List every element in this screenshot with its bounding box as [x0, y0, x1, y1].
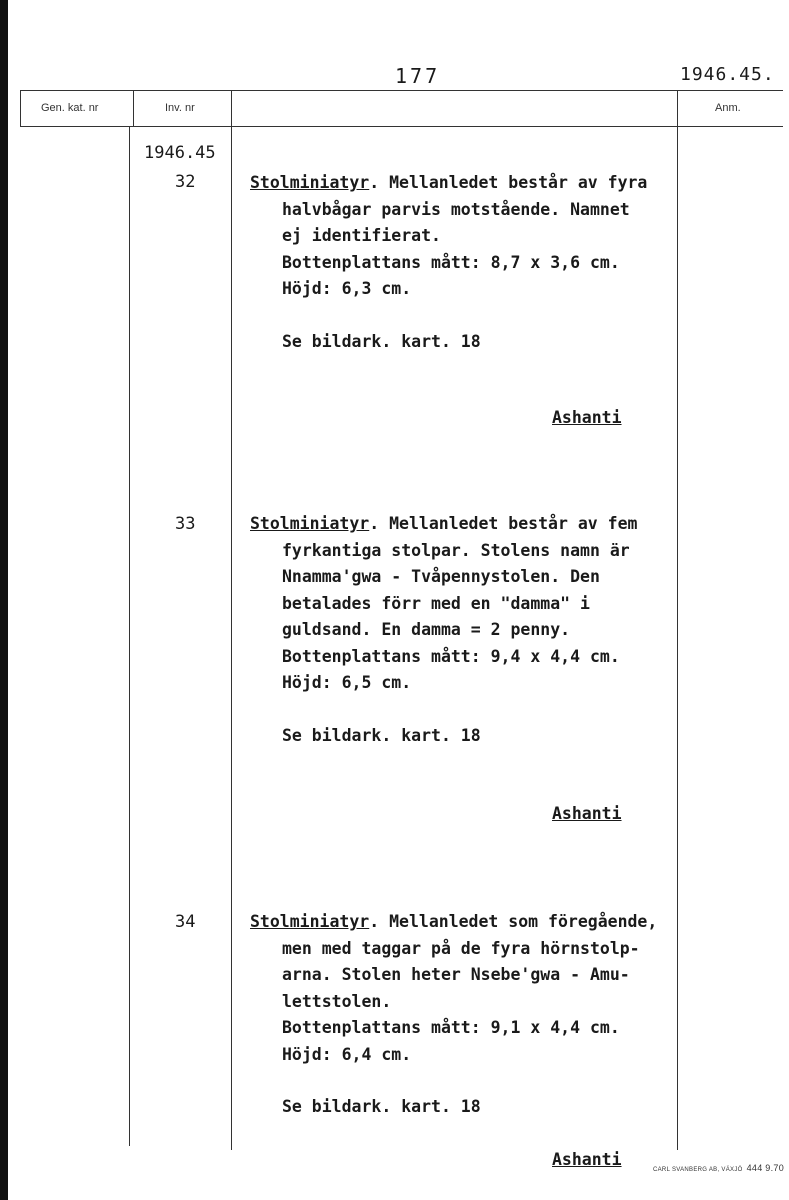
- entry-text-line: Höjd: 6,5 cm.: [282, 673, 412, 692]
- column-header-gen-kat-nr: Gen. kat. nr: [41, 102, 99, 114]
- entry-reference: Se bildark. kart. 18: [282, 331, 481, 351]
- year-header: 1946.45.: [680, 64, 775, 85]
- entry-text-line: ej identifierat.: [282, 226, 441, 245]
- entry-text-line: guldsand. En damma = 2 penny.: [282, 620, 571, 639]
- column-divider-inv-text: [231, 90, 232, 1150]
- year-cell: 1946.45: [144, 143, 216, 163]
- entry-text-line: Nnamma'gwa - Tvåpennystolen. Den: [282, 567, 600, 586]
- entry-text-line: Bottenplattans mått: 8,7 x 3,6 cm.: [282, 252, 620, 272]
- entry-text-line: halvbågar parvis motstående. Namnet: [282, 199, 630, 219]
- header-top-rule: [20, 90, 783, 91]
- column-divider-gen-inv: [133, 90, 134, 127]
- entry-text-line: . Mellanledet består av fyra: [369, 173, 648, 192]
- entry-title: Stolminiatyr: [250, 912, 370, 931]
- inv-number: 33: [175, 514, 196, 534]
- catalog-entry: [250, 909, 680, 1121]
- binding-edge: [0, 0, 8, 1200]
- culture-label: Ashanti: [552, 1150, 622, 1169]
- entry-text-line: Bottenplattans mått: 9,1 x 4,4 cm.: [282, 1018, 620, 1037]
- catalog-entry: [250, 511, 680, 749]
- column-divider-left: [20, 90, 21, 127]
- entry-text-line: men med taggar på de fyra hörnstolp-: [282, 938, 640, 958]
- entry-reference: Se bildark. kart. 18: [282, 1097, 481, 1116]
- entry-title: Stolminiatyr: [250, 514, 370, 533]
- page-number: 177: [395, 64, 441, 88]
- entry-text-line: lettstolen.: [282, 991, 392, 1011]
- culture-label: Ashanti: [552, 804, 622, 823]
- inv-number: 34: [175, 912, 196, 932]
- entry-text-line: fyrkantiga stolpar. Stolens namn är: [282, 540, 630, 560]
- form-code: 444 9.70: [746, 1163, 785, 1173]
- entry-text-line: betalades förr med en "damma" i: [282, 593, 590, 613]
- culture-label: Ashanti: [552, 408, 622, 427]
- entry-reference: Se bildark. kart. 18: [282, 725, 481, 745]
- header-bottom-rule: [20, 126, 783, 127]
- column-header-anm: Anm.: [715, 102, 741, 114]
- inv-number: 32: [175, 172, 196, 192]
- column-divider-inv-lower: [129, 126, 130, 1146]
- entry-text-line: Höjd: 6,4 cm.: [282, 1044, 412, 1064]
- entry-text-line: Höjd: 6,3 cm.: [282, 279, 412, 298]
- entry-title: Stolminiatyr: [250, 173, 370, 192]
- entry-text-line: . Mellanledet som föregående,: [369, 912, 658, 931]
- entry-text-line: arna. Stolen heter Nsebe'gwa - Amu-: [282, 965, 630, 984]
- catalog-entry: [250, 170, 680, 355]
- entry-text-line: Bottenplattans mått: 9,4 x 4,4 cm.: [282, 646, 620, 666]
- column-header-inv-nr: Inv. nr: [165, 102, 195, 114]
- entry-text-line: . Mellanledet består av fem: [369, 514, 638, 533]
- printer-mark: [653, 1163, 784, 1173]
- printer-name: CARL SVANBERG AB, VÄXJÖ: [653, 1167, 743, 1173]
